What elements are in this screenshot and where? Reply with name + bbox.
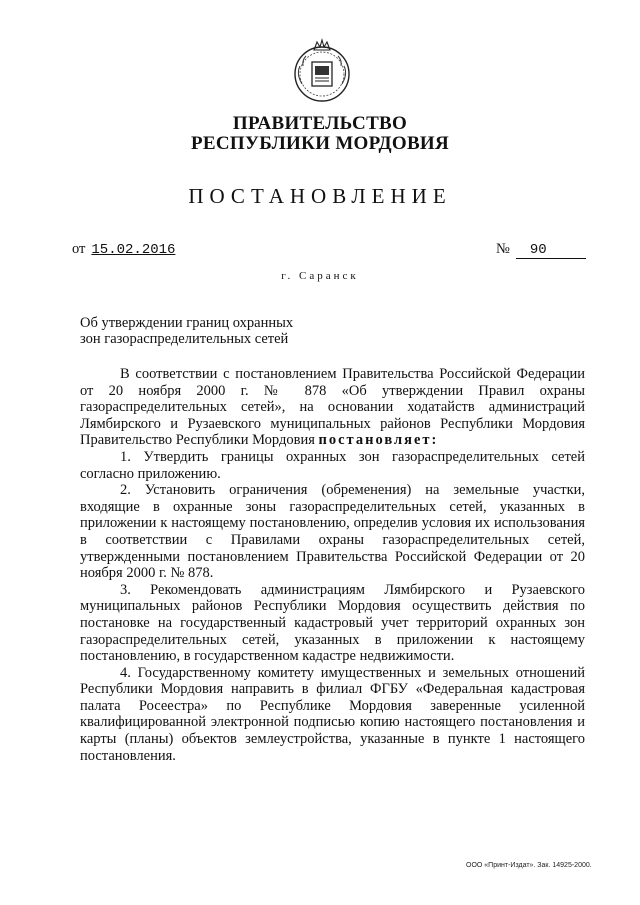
subject-block (80, 315, 293, 347)
body-paragraph-1: 1. Утвердить границы охранных зон газораспределительных сетей согласно приложению. (80, 448, 585, 482)
body-paragraph-2: 2. Установить ограничения (обременения) на земельные участки, входящие в охранные зоны газораспределительных сетей, указанных в приложении к настоящему постановлению, определив условия их использования в соответствии с Правилами охраны газораспределительных сетей, утвержденными постановлением Правительства Российской Федерации от 20 ноября 2000 г. № 878. (80, 482, 585, 582)
organization-title-line2: РЕСПУБЛИКИ МОРДОВИЯ (190, 133, 450, 154)
number-row (496, 241, 586, 259)
body-intro-text: В соответствии с постановлением Правительства Российской Федерации от 20 ноября 2000 г. № 878 «Об утверждении Правил охраны газораспределительных сетей», на основании ходатайств администраций Лямбирского и Рузаевского муниципальных районов Республики Мордовия Правительство Республики Мордовия (80, 366, 585, 449)
coat-of-arms-emblem-icon (290, 36, 354, 106)
body-intro-emphasis: постановляет: (318, 432, 439, 449)
printer-footer: ООО «Принт-Издат». Зак. 14925-2000. (466, 862, 592, 869)
document-number: 90 (516, 242, 586, 259)
number-prefix: № (496, 241, 510, 257)
document-type-heading: ПОСТАНОВЛЕНИЕ (188, 184, 452, 208)
body-paragraph-4: 4. Государственному комитету имущественных и земельных отношений Республики Мордовия направить в филиал ФГБУ «Федеральная кадастровая палата Росеестра» по Республике Мордовия заверенные усиленной квалифицированной электронной подписью копию настоящего постановления и карты (планы) объектов землеустройства, указанные в пункте 1 настоящего постановления. (80, 664, 585, 764)
organization-title-line1: ПРАВИТЕЛЬСТВО (232, 113, 408, 134)
date-row (72, 241, 175, 258)
subject-line2: зон газораспределительных сетей (80, 331, 289, 347)
document-date: 15.02.2016 (91, 242, 176, 258)
body-intro-paragraph (80, 366, 585, 449)
document-body (80, 366, 585, 764)
subject-line1: Об утверждении границ охранных (80, 315, 294, 331)
date-prefix: от (72, 241, 86, 257)
city-label: г. Саранск (281, 270, 359, 282)
body-paragraph-3: 3. Рекомендовать администрациям Лямбирского и Рузаевского муниципальных районов Республики Мордовия осуществить действия по постановке на государственный кадастровый учет территорий охранных зон газораспределительных сетей, указанных в приложении к настоящему постановлению, в государственном кадастре недвижимости. (80, 581, 585, 665)
